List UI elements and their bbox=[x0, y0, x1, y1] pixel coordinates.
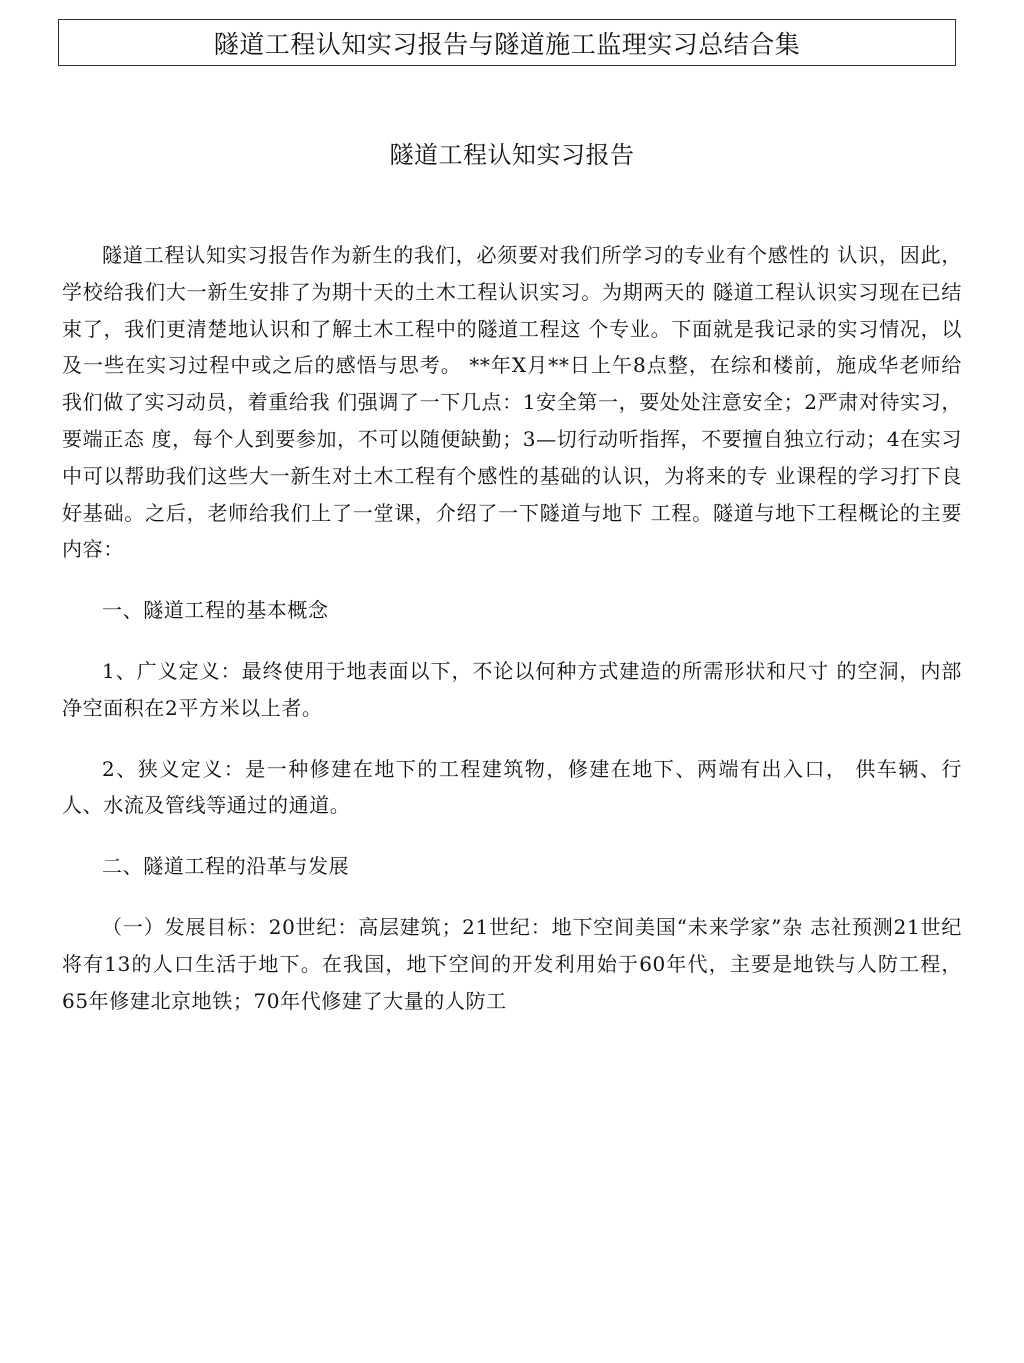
paragraph-broad-definition: 1、广义定义：最终使用于地表面以下，不论以何种方式建造的所需形状和尺寸 的空洞，内部净空面积在2平方米以上者。 bbox=[62, 658, 962, 720]
heading-history-development: 二、隧道工程的沿革与发展 bbox=[102, 854, 350, 879]
heading-basic-concepts: 一、隧道工程的基本概念 bbox=[102, 598, 329, 623]
section-title: 隧道工程认知实习报告 bbox=[389, 141, 635, 169]
document-body bbox=[62, 237, 962, 1019]
document-title: 隧道工程认知实习报告与隧道施工监理实习总结合集 bbox=[213, 29, 801, 59]
intro-paragraph: 隧道工程认知实习报告作为新生的我们，必须要对我们所学习的专业有个感性的 认识，因此，学校给我们大一新生安排了为期十天的土木工程认识实习。为期两天的 隧道工程认识实习现在已结束了，我们更清楚地认识和了解土木工程中的隧道工程这 个专业。下面就是我记录的实习情况，以及一些在实习过程中或之后的感悟与思考。 **年X月**日上午8点整，在综和楼前，施成华老师给我们做了实习动员，着重给我 们强调了一下几点：1安全第一，要处处注意安全；2严肃对待实习，要端正态 度，每个人到要参加，不可以随便缺勤；3—切行动听指挥，不要擅自独立行动；4在实习中可以帮助我们这些大一新生对土木工程有个感性的基础的认识，为将来的专 业课程的学习打下良好基础。之后，老师给我们上了一堂课，介绍了一下隧道与地下 工程。隧道与地下工程概论的主要内容： bbox=[62, 243, 962, 562]
document-title-box bbox=[58, 19, 956, 66]
paragraph-narrow-definition: 2、狭义定义：是一种修建在地下的工程建筑物，修建在地下、两端有出入口， 供车辆、行人、水流及管线等通过的通道。 bbox=[62, 756, 962, 818]
paragraph-development-goals: （一）发展目标：20世纪：高层建筑；21世纪：地下空间美国“未来学家”杂 志社预测21世纪将有13的人口生活于地下。在我国，地下空间的开发利用始于60年代，主要是地铁与人防工程，65年修建北京地铁；70年代修建了大量的人防工 bbox=[62, 914, 962, 1013]
